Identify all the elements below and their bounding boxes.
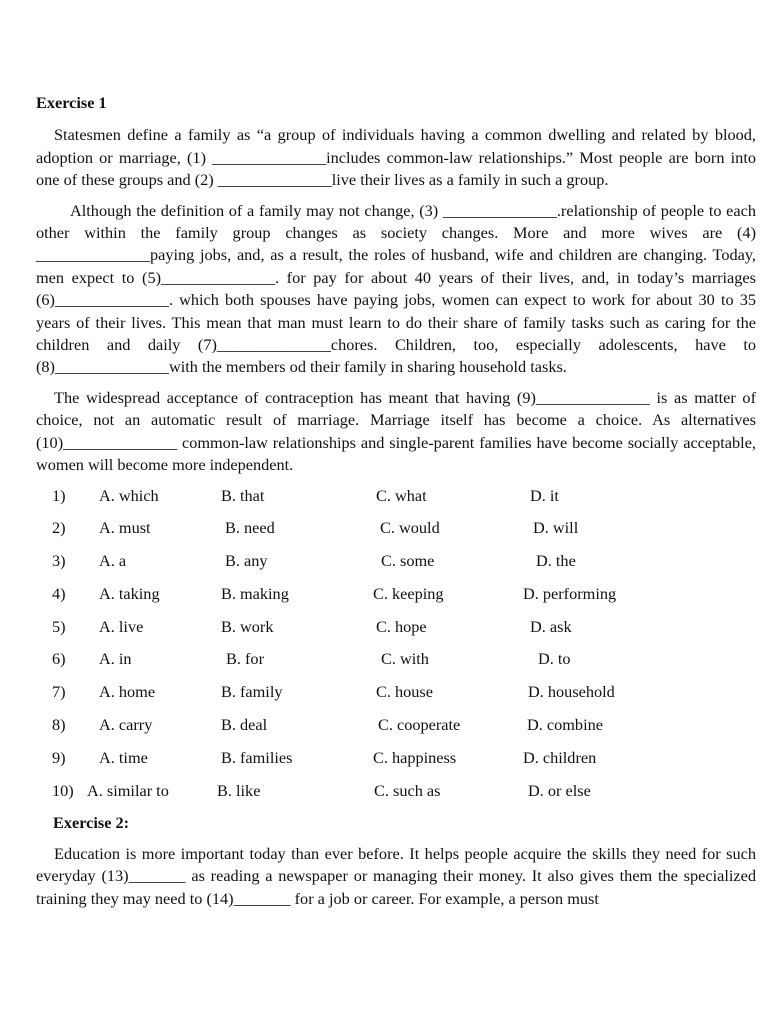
option-c: C. house — [376, 682, 433, 702]
question-number: 1) — [52, 485, 66, 505]
question-number: 6) — [52, 649, 66, 669]
option-b: B. families — [221, 747, 293, 767]
option-c: C. with — [381, 649, 429, 669]
option-c: C. would — [380, 518, 440, 538]
option-row-5 — [36, 616, 756, 649]
worksheet-page — [36, 92, 756, 918]
option-row-2 — [36, 517, 756, 550]
option-a: A. which — [99, 485, 159, 505]
option-row-6 — [36, 648, 756, 681]
option-d: D. ask — [530, 616, 572, 636]
question-number: 3) — [52, 551, 66, 571]
exercise-2-paragraph: Education is more important today than ever before. It helps people acquire the skills they need for such everyday (13)_______ as reading a newspaper or managing their money. It also gives them the specialized training they may need to (14)_______ for a job or career. For example, a person must — [36, 843, 756, 908]
question-number: 9) — [52, 747, 66, 767]
option-row-8 — [36, 714, 756, 747]
option-d: D. combine — [527, 715, 603, 735]
question-number: 2) — [52, 518, 66, 538]
option-d: D. or else — [528, 780, 591, 800]
option-row-7 — [36, 681, 756, 714]
option-c: C. cooperate — [378, 715, 461, 735]
answer-options-list — [36, 485, 756, 813]
option-d: D. performing — [523, 583, 617, 603]
option-c: C. some — [381, 551, 435, 571]
exercise-1-paragraph-1: Statesmen define a family as “a group of individuals having a common dwelling and related by blood, adoption or marriage, (1) ______________includes common-law relationships.” Most people are born into one of these groups and (2) ______________live their lives as a family in such a group. — [36, 125, 756, 190]
option-c: C. keeping — [373, 583, 444, 603]
option-a: A. a — [99, 551, 127, 571]
option-b: B. work — [221, 616, 274, 636]
exercise-1-heading: Exercise 1 — [36, 93, 107, 112]
option-row-9 — [36, 747, 756, 780]
option-a: A. in — [99, 649, 132, 669]
option-d: D. to — [538, 649, 571, 669]
option-b: B. for — [226, 649, 264, 669]
option-row-3 — [36, 550, 756, 583]
option-row-1 — [36, 485, 756, 518]
option-row-4 — [36, 583, 756, 616]
option-d: D. the — [536, 551, 576, 571]
option-d: D. will — [533, 518, 579, 538]
option-a: A. home — [99, 682, 156, 702]
question-number: 5) — [52, 616, 66, 636]
option-b: B. that — [221, 485, 265, 505]
question-number: 10) — [52, 780, 74, 800]
option-b: B. deal — [221, 715, 268, 735]
option-b: B. any — [225, 551, 268, 571]
option-a: A. live — [99, 616, 144, 636]
option-a: A. similar to — [87, 780, 169, 800]
question-number: 7) — [52, 682, 66, 702]
option-b: B. need — [225, 518, 275, 538]
option-a: A. time — [99, 747, 148, 767]
question-number: 8) — [52, 715, 66, 735]
option-d: D. it — [530, 485, 559, 505]
option-b: B. like — [217, 780, 261, 800]
option-b: B. making — [221, 583, 289, 603]
exercise-1-paragraph-2: Although the definition of a family may not change, (3) ______________.relationship of people to each other within the family group changes as society changes. More and more wives are (4) ______________paying jobs, and, as a result, the roles of husband, wife and children are changing. Today, men expect to (5)______________. for pay for about 40 years of their lives, and, in today’s marriages (6)______________. which both spouses have paying jobs, women can expect to work for about 30 to 35 years of their lives. This mean that man must learn to do their share of family tasks such as caring for the children and daily (7)______________chores. Children, too, especially adolescents, have to (8)______________with the members od their family in sharing household tasks. — [36, 200, 756, 377]
option-row-10 — [36, 780, 756, 813]
option-c: C. what — [376, 485, 427, 505]
exercise-1-paragraph-3: The widespread acceptance of contraception has meant that having (9)______________ is as matter of choice, not an automatic result of marriage. Marriage itself has become a choice. As alternatives (10)______________ common-law relationships and single-parent families have become socially acceptable, women will become more independent. — [36, 387, 756, 475]
option-c: C. happiness — [373, 747, 457, 767]
option-a: A. carry — [99, 715, 153, 735]
option-c: C. such as — [374, 780, 441, 800]
option-a: A. must — [99, 518, 151, 538]
option-d: D. household — [528, 682, 615, 702]
option-c: C. hope — [376, 616, 427, 636]
option-b: B. family — [221, 682, 283, 702]
question-number: 4) — [52, 583, 66, 603]
exercise-2-heading: Exercise 2: — [53, 813, 130, 833]
option-a: A. taking — [99, 583, 160, 603]
option-d: D. children — [523, 747, 597, 767]
